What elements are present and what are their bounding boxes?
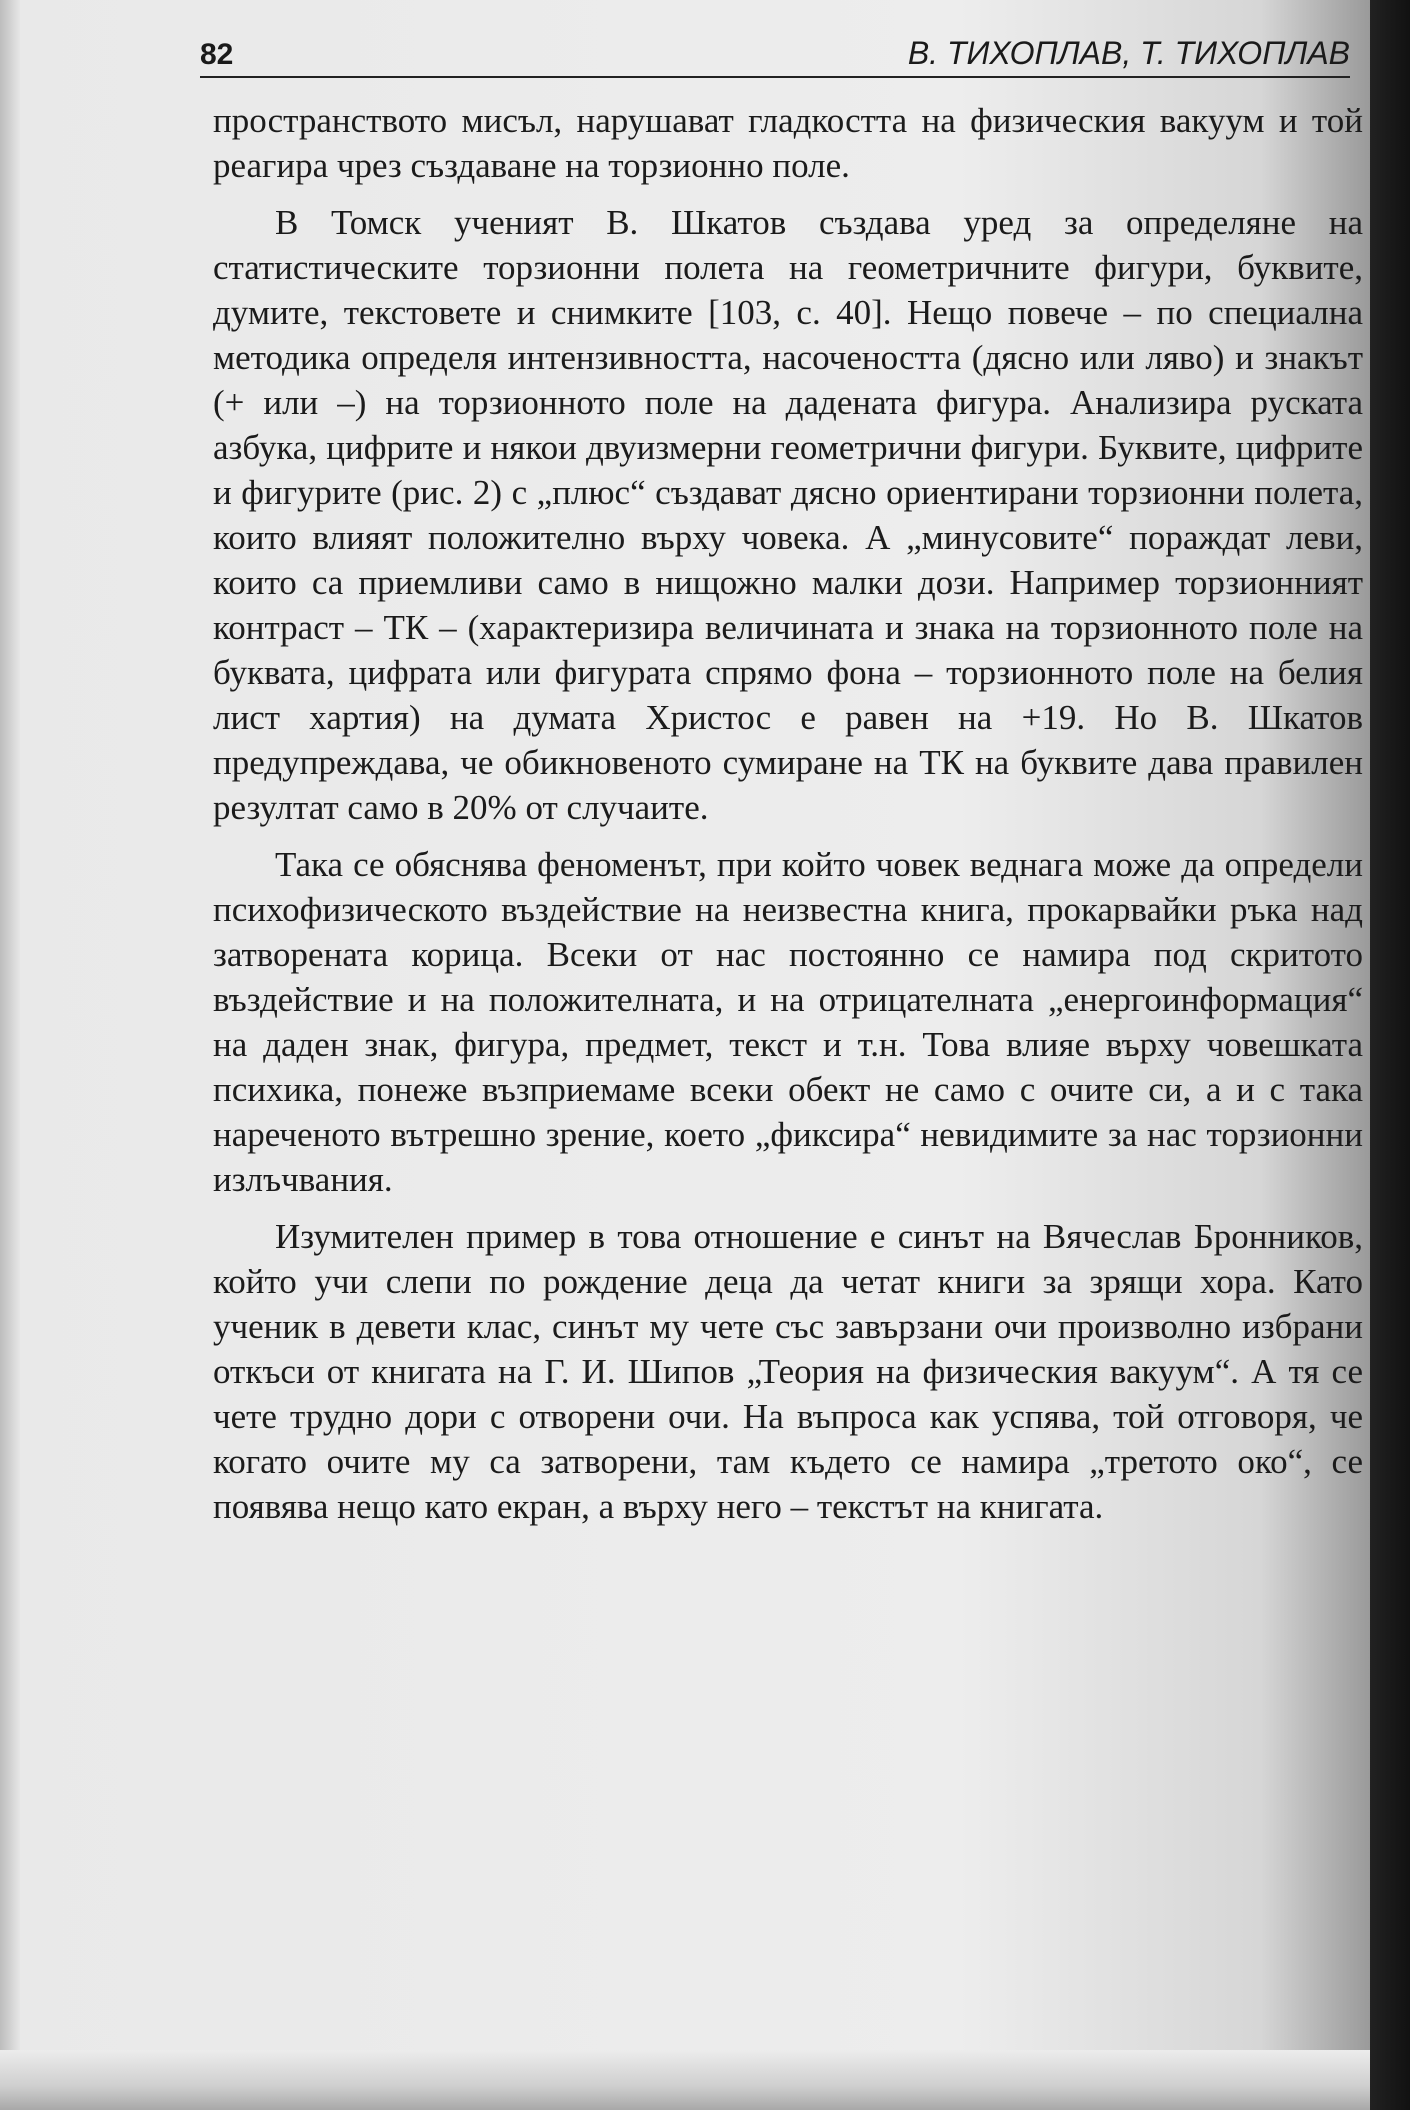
paragraph-shkatov: В Томск ученият В. Шкатов създава уред за определяне на статистическите торзионни полета на геометричните фигури, буквите, думите, текстовете и снимките [103, с. 40]. Нещо повече – по специална методика определя интензивността, насочеността (дясно или ляво) и знакът (+ или –) на торзионното поле на дадената фигура. Анализира руската азбука, цифрите и някои двуизмерни геометрични фигури. Буквите, цифрите и фигурите (рис. 2) с „плюс“ създават дясно ориентирани торзионни полета, които влияят положително върху човека. А „минусовите“ пораждат леви, които са приемливи само в нищожно малки дози. Например торзионният контраст – ТК – (характеризира величината и знака на торзионното поле на буквата, цифрата или фигурата спрямо фона – торзионното поле на белия лист хартия) на думата Христос е равен на +19. Но В. Шкатов предупреждава, че обикновеното сумиране на ТК на буквите дава правилен резултат само в 20% от случаите. — [213, 203, 1363, 827]
paragraph-continuation: пространството мисъл, нарушават гладкостта на физическия вакуум и той реагира чрез създаване на торзионно поле. — [213, 101, 1363, 185]
running-head: В. ТИХОПЛАВ, Т. ТИХОПЛАВ — [907, 35, 1350, 71]
page-bottom-edge — [0, 2050, 1370, 2110]
page-number: 82 — [200, 38, 234, 71]
page-header — [200, 24, 1350, 78]
body-text — [213, 98, 1363, 1529]
paragraph-bronnikov: Изумителен пример в това отношение е синът на Вячеслав Бронников, който учи слепи по рождение деца да четат книги за зрящи хора. Като ученик в девети клас, синът му чете със завързани очи произволно избрани откъси от книгата на Г. И. Шипов „Теория на физическия вакуум“. А тя се чете трудно дори с отворени очи. На въпроса как успява, той отговоря, че когато очите му са затворени, там където се намира „третото око“, се появява нещо като екран, а върху него – текстът на книгата. — [213, 1217, 1363, 1526]
paragraph-phenomenon: Така се обяснява феноменът, при който човек веднага може да определи психофизическото въздействие на неизвестна книга, прокарвайки ръка над затворената корица. Всеки от нас постоянно се намира под скритото въздействие и на положителната, и на отрицателната „енергоинформация“ на даден знак, фигура, предмет, текст и т.н. Това влияе върху човешката психика, понеже възприемаме всеки обект не само с очите си, а и с така нареченото вътрешно зрение, което „фиксира“ невидимите за нас торзионни излъчвания. — [213, 845, 1363, 1199]
page-left-edge — [0, 0, 20, 2110]
